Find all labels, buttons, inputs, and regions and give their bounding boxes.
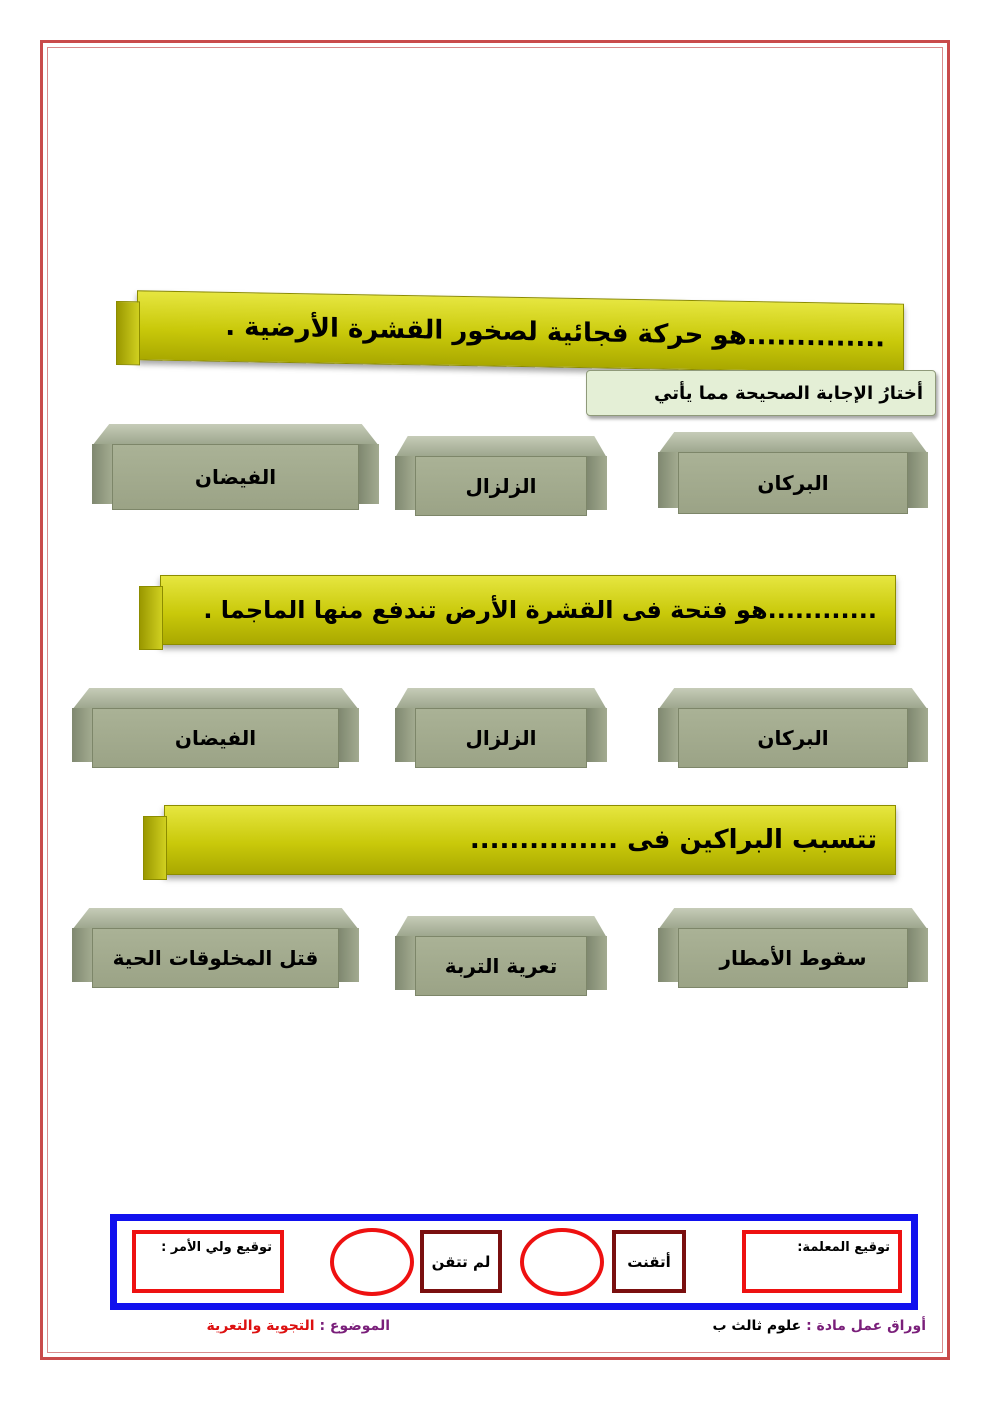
worksheet-line xyxy=(710,1318,926,1334)
question-3-text: تتسبب البراكين فى ............... xyxy=(469,825,877,855)
q2-option-3[interactable] xyxy=(72,688,359,768)
mastered-circle[interactable] xyxy=(520,1228,604,1296)
question-2-text: ............هو فتحة فى القشرة الأرض تندفع منها الماجما . xyxy=(203,596,877,624)
teacher-signature-label: توقيع المعلمة: xyxy=(797,1240,890,1255)
q1-option-3[interactable] xyxy=(92,424,379,510)
question-2-banner xyxy=(160,575,896,645)
q3-option-3[interactable] xyxy=(72,908,359,988)
q3-option-2-label: تعرية التربة xyxy=(415,936,587,996)
worksheet-value: علوم ثالث ب xyxy=(712,1318,802,1334)
q1-option-1-label: البركان xyxy=(678,452,908,514)
topic-line xyxy=(190,1318,390,1334)
q3-option-1[interactable] xyxy=(658,908,928,988)
question-1-text: ..............هو حركة فجائية لصخور القشرة الأرضية . xyxy=(225,311,885,354)
q3-option-1-label: سقوط الأمطار xyxy=(678,928,908,988)
parent-signature-label: توقيع ولي الأمر : xyxy=(161,1240,272,1255)
q1-option-2[interactable] xyxy=(395,436,607,516)
q2-option-1[interactable] xyxy=(658,688,928,768)
parent-signature-box[interactable] xyxy=(132,1230,284,1293)
q3-option-3-label: قتل المخلوقات الحية xyxy=(92,928,339,988)
q1-option-2-label: الزلزال xyxy=(415,456,587,516)
q2-option-2[interactable] xyxy=(395,688,607,768)
mastered-box[interactable] xyxy=(612,1230,686,1293)
instruction-text: أختارُ الإجابة الصحيحة مما يأتي xyxy=(654,382,923,404)
q2-option-1-label: البركان xyxy=(678,708,908,768)
banner-fold xyxy=(143,816,167,880)
q3-option-2[interactable] xyxy=(395,916,607,996)
banner-fold xyxy=(139,586,163,650)
topic-value: التجوية والتعرية xyxy=(206,1318,315,1334)
question-3-banner xyxy=(164,805,896,875)
not-mastered-box[interactable] xyxy=(420,1230,502,1293)
topic-label: الموضوع : xyxy=(319,1318,390,1334)
banner-fold xyxy=(116,301,140,365)
not-mastered-label: لم تتقن xyxy=(431,1252,491,1271)
worksheet-label: أوراق عمل مادة : xyxy=(806,1318,926,1334)
teacher-signature-box[interactable] xyxy=(742,1230,902,1293)
q1-option-3-label: الفيضان xyxy=(112,444,359,510)
question-1-banner xyxy=(137,290,904,373)
q2-option-2-label: الزلزال xyxy=(415,708,587,768)
q2-option-3-label: الفيضان xyxy=(92,708,339,768)
instruction-box xyxy=(586,370,936,416)
not-mastered-circle[interactable] xyxy=(330,1228,414,1296)
q1-option-1[interactable] xyxy=(658,432,928,514)
mastered-label: أتقنت xyxy=(627,1252,671,1271)
